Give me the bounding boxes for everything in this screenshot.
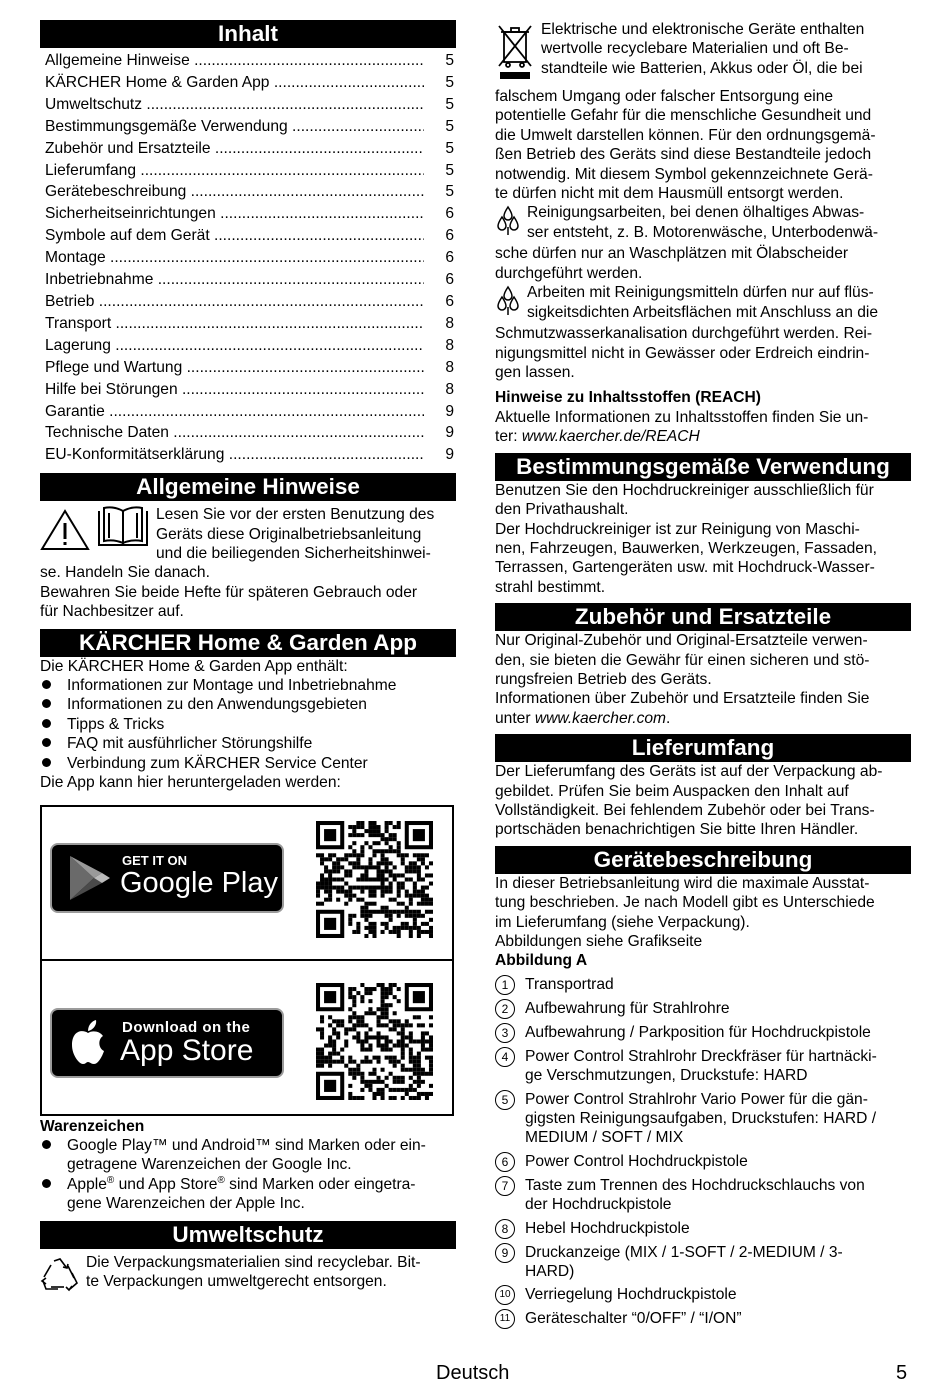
toc-item[interactable] — [40, 225, 456, 247]
toc-item-page: 5 — [445, 73, 454, 91]
text-line: strahl bestimmt. — [495, 578, 606, 596]
reach-title: Hinweise zu Inhaltsstoffen (REACH) — [495, 389, 761, 407]
section-title-app: KÄRCHER Home & Garden App — [40, 629, 456, 657]
toc-item-page: 5 — [445, 183, 454, 201]
apple-logo — [68, 1019, 108, 1065]
toc-item[interactable] — [40, 357, 456, 379]
weee-bin-icon — [495, 22, 535, 87]
text-line: gen lassen. — [495, 364, 575, 382]
bullet-icon — [40, 695, 67, 714]
toc-item-label: Gerätebeschreibung ..... — [45, 181, 424, 203]
left-column — [40, 20, 456, 1298]
section-title-environment: Umweltschutz — [40, 1221, 456, 1249]
component-label: Aufbewahrung für Strahlrohre — [525, 999, 730, 1017]
toc-item-label: Hilfe bei Störungen ..... — [45, 379, 424, 401]
component-number: 11 — [495, 1309, 515, 1329]
toc-item[interactable] — [40, 50, 456, 72]
component-number: 6 — [495, 1152, 515, 1172]
component-item — [495, 1243, 911, 1282]
detergent-text-wrapped — [495, 283, 911, 322]
detergent-drops-icon — [495, 285, 521, 324]
text-line: falschem Umgang oder falscher Entsorgung eine — [495, 88, 834, 105]
component-label: Power Control Strahlrohr Vario Power für die gän- gigsten Reinigungsaufgaben, Druckstufen: HARD / MEDIUM / SOFT / MIX — [525, 1090, 877, 1147]
app-bullet-item: Informationen zu den Anwendungsgebieten — [40, 695, 456, 714]
text-line: Bewahren Sie beide Hefte für späteren Gebrauch oder — [40, 583, 418, 601]
text-line: Arbeiten mit Reinigungsmitteln dürfen nur auf flüs- — [527, 284, 874, 302]
component-item — [495, 1090, 911, 1148]
toc-item-label: Technische Daten ..... — [45, 422, 424, 444]
text-line: Elektrische und elektronische Geräte enthalten — [541, 21, 865, 38]
oil-text-wrapped — [495, 203, 911, 242]
toc-item[interactable] — [40, 181, 456, 203]
text-line: rungsfreien Betrieb des Geräts. — [495, 670, 712, 688]
toc-item[interactable] — [40, 72, 456, 94]
text-line: die Umwelt darstellen können. Für den ordnungsgemä- — [495, 126, 876, 144]
toc-item-page: 6 — [445, 249, 454, 267]
text-line: Schmutzwasserkanalisation durchgeführt werden. Rei- — [495, 325, 873, 343]
trademarks-title: Warenzeichen — [40, 1117, 145, 1135]
weee-text-wrapped — [495, 20, 911, 78]
text-line: Vollständigkeit. Bei fehlendem Zubehör oder bei Trans- — [495, 801, 875, 819]
trademark-item-google: Google Play™ und Android™ sind Marken oder ein- getragene Warenzeichen der Google Inc. — [40, 1136, 456, 1175]
toc-item[interactable] — [40, 203, 456, 225]
box-divider — [42, 959, 452, 961]
component-label: Geräteschalter “0/OFF” / “I/ON” — [525, 1310, 742, 1328]
text-line: Reinigungsarbeiten, bei denen ölhaltiges Abwas- — [527, 204, 865, 222]
text-line: te dürfen nicht mit dem Hausmüll entsorgt werden. — [495, 185, 844, 203]
toc-item-page: 6 — [445, 205, 454, 223]
toc-item-label: Montage ..... — [45, 247, 424, 269]
section-title-delivery: Lieferumfang — [495, 734, 911, 762]
app-store-big-text: App Store — [120, 1033, 254, 1067]
app-bullet-item: Tipps & Tricks — [40, 715, 456, 734]
footer-page-number: 5 — [896, 1362, 908, 1384]
component-list — [495, 975, 911, 1330]
app-store-small-text: Download on the — [122, 1018, 251, 1036]
intended-use-text — [495, 481, 911, 597]
text-line: potentielle Gefahr für die menschliche Gesundheit und — [495, 107, 872, 125]
component-number: 4 — [495, 1047, 515, 1067]
component-item — [495, 1309, 911, 1329]
general-text — [40, 563, 456, 621]
text-line: Nur Original-Zubehör und Original-Ersatzteile verwen- — [495, 632, 868, 650]
app-download-text: Die App kann hier heruntergeladen werden: — [40, 774, 341, 792]
text-line: sche dürfen nur an Waschplätzen mit Ölabscheider — [495, 245, 849, 263]
text-line: Lesen Sie vor der ersten Benutzung des — [156, 506, 435, 524]
google-play-logo — [68, 854, 112, 902]
right-column — [495, 20, 911, 1333]
toc-item-page: 5 — [445, 52, 454, 69]
toc-item-page: 5 — [445, 139, 454, 157]
bullet-icon — [40, 676, 67, 695]
app-intro: Die KÄRCHER Home & Garden App enthält: — [40, 657, 348, 675]
recycle-icon — [40, 1257, 80, 1298]
detergent-text — [495, 324, 911, 382]
toc-item[interactable] — [40, 313, 456, 335]
toc-item-page: 9 — [445, 424, 454, 442]
toc-item[interactable] — [40, 379, 456, 401]
section-title-description: Gerätebeschreibung — [495, 846, 911, 874]
toc-item-page: 6 — [445, 227, 454, 245]
figure-title: Abbildung A — [495, 952, 588, 970]
oil-drops-icon — [495, 205, 521, 244]
bullet-icon — [40, 1136, 67, 1175]
text-line: notwendig. Mit diesem Symbol gekennzeichnete Gerä- — [495, 165, 873, 183]
toc-item-page: 9 — [445, 446, 454, 464]
google-play-big-text: Google Play — [120, 866, 278, 899]
toc-item-page: 8 — [445, 336, 454, 354]
text-line: Der Hochdruckreiniger ist zur Reinigung von Maschi- — [495, 520, 860, 538]
component-item — [495, 1152, 911, 1172]
oil-text — [495, 244, 911, 283]
text-line: Benutzen Sie den Hochdruckreiniger ausschließlich für — [495, 481, 874, 499]
toc-item[interactable] — [40, 291, 456, 313]
toc-item-page: 6 — [445, 271, 454, 289]
component-number: 2 — [495, 999, 515, 1019]
toc-item-page: 8 — [445, 380, 454, 398]
qr-code-google-play — [316, 821, 433, 938]
google-play-badge[interactable] — [50, 843, 284, 913]
component-number: 8 — [495, 1219, 515, 1239]
component-number: 1 — [495, 975, 515, 995]
text-line: In dieser Betriebsanleitung wird die maximale Ausstat- — [495, 874, 870, 892]
warning-icon — [40, 509, 90, 556]
toc-item[interactable] — [40, 116, 456, 138]
component-label: Hebel Hochdruckpistole — [525, 1219, 690, 1237]
text-line: tung beschrieben. Je nach Modell gibt es Unterschiede — [495, 894, 875, 912]
component-label: Aufbewahrung / Parkposition für Hochdruckpistole — [525, 1023, 871, 1041]
toc-item[interactable] — [40, 422, 456, 444]
accessories-text — [495, 631, 911, 709]
text-line: Terrassen, Gartengeräten usw. mit Hochdruck-Wasser- — [495, 559, 875, 577]
toc-item[interactable] — [40, 444, 456, 466]
toc-title: Inhalt — [40, 20, 456, 48]
component-item — [495, 1285, 911, 1305]
bullet-icon — [40, 715, 67, 734]
toc-item[interactable] — [40, 401, 456, 423]
app-download-box — [40, 805, 454, 1116]
text-line: se. Handeln Sie danach. — [40, 564, 210, 582]
description-text — [495, 874, 911, 952]
toc-item-label: Lagerung ..... — [45, 335, 424, 357]
toc-item-label: Lieferumfang ..... — [45, 160, 424, 182]
delivery-text — [495, 762, 911, 840]
component-label: Power Control Hochdruckpistole — [525, 1152, 748, 1170]
component-label: Verriegelung Hochdruckpistole — [525, 1286, 737, 1304]
app-bullet-item: Verbindung zum KÄRCHER Service Center — [40, 754, 456, 773]
toc-item-page: 8 — [445, 358, 454, 376]
toc-item-label: Garantie ..... — [45, 401, 424, 423]
app-bullet-item: Informationen zur Montage und Inbetriebnahme — [40, 676, 456, 695]
component-item — [495, 999, 911, 1019]
text-line: ßen Betrieb des Geräts sind diese Bestandteile jedoch — [495, 146, 872, 164]
toc-item[interactable] — [40, 247, 456, 269]
component-number: 10 — [495, 1285, 515, 1305]
bullet-icon — [40, 1175, 67, 1214]
toc-item-label: Symbole auf dem Gerät ..... — [45, 225, 424, 247]
toc-item[interactable] — [40, 138, 456, 160]
toc-item[interactable] — [40, 94, 456, 116]
toc-item-label: Umweltschutz ..... — [45, 94, 424, 116]
toc-item-label: Sicherheitseinrichtungen ..... — [45, 203, 424, 225]
text-line: Informationen über Zubehör und Ersatzteile finden Sie — [495, 690, 870, 708]
toc-item-label: Betrieb ..... — [45, 291, 424, 313]
component-number: 9 — [495, 1243, 515, 1263]
text-line: durchgeführt werden. — [495, 264, 643, 282]
app-bullet-list — [40, 676, 456, 773]
component-item — [495, 1176, 911, 1215]
toc-item-label: Transport ..... — [45, 313, 424, 335]
toc-item-label: Allgemeine Hinweise ..... — [45, 50, 424, 72]
component-label: Druckanzeige (MIX / 1-SOFT / 2-MEDIUM / 3- HARD) — [525, 1243, 843, 1281]
component-number: 3 — [495, 1023, 515, 1043]
text-line: Geräts diese Originalbetriebsanleitung — [156, 525, 422, 543]
component-number: 7 — [495, 1176, 515, 1196]
reach-link-line: ter: www.kaercher.de/REACH — [495, 428, 700, 446]
text-line: portschäden benachrichtigen Sie bitte Ihren Händler. — [495, 821, 859, 839]
component-item — [495, 975, 911, 995]
component-number: 5 — [495, 1090, 515, 1110]
toc-item-label: Bestimmungsgemäße Verwendung ..... — [45, 116, 424, 138]
reach-link[interactable]: www.kaercher.de/REACH — [521, 428, 700, 446]
accessories-link[interactable]: www.kaercher.com — [534, 709, 667, 727]
section-title-intended-use: Bestimmungsgemäße Verwendung — [495, 453, 911, 481]
toc-item-page: 5 — [445, 161, 454, 179]
toc-item-label: EU-Konformitätserklärung ..... — [45, 444, 424, 466]
section-title-general: Allgemeine Hinweise — [40, 473, 456, 501]
component-label: Power Control Strahlrohr Dreckfräser für hartnäcki- ge Verschmutzungen, Druckstufe: HARD — [525, 1047, 877, 1085]
google-play-small-text: GET IT ON — [122, 852, 187, 868]
toc-list — [40, 50, 456, 466]
bullet-icon — [40, 754, 67, 773]
toc-item-label: Zubehör und Ersatzteile ..... — [45, 138, 424, 160]
text-line: nen, Fahrzeugen, Bauwerken, Werkzeugen, Fassaden, — [495, 539, 877, 557]
text-line: im Lieferumfang (siehe Verpackung). — [495, 913, 750, 931]
footer-language: Deutsch — [436, 1362, 510, 1384]
toc-item-page: 6 — [445, 292, 454, 310]
component-item — [495, 1023, 911, 1043]
weee-text — [495, 87, 911, 203]
text-line: für Nachbesitzer auf. — [40, 603, 184, 621]
trademark-item-apple: Apple® und App Store® sind Marken oder eingetra- gene Warenzeichen der Apple Inc. — [40, 1175, 456, 1214]
manual-icon — [96, 505, 150, 554]
component-label: Transportrad — [525, 975, 614, 993]
text-line: standteile wie Batterien, Akkus oder Öl, die bei — [541, 59, 863, 77]
text-line: sigkeitsdichten Arbeitsflächen mit Anschluss an die — [527, 303, 879, 321]
component-item — [495, 1047, 911, 1086]
text-line: nigungsmittel nicht in Gewässer oder Erdreich eindrin- — [495, 344, 870, 362]
text-line: ser entsteht, z. B. Motorenwäsche, Unterbodenwä- — [527, 223, 879, 241]
toc-item[interactable] — [40, 335, 456, 357]
toc-item-label: Inbetriebnahme ..... — [45, 269, 424, 291]
toc-item[interactable] — [40, 160, 456, 182]
component-item — [495, 1219, 911, 1239]
text-line: den Privathaushalt. — [495, 501, 629, 519]
text-line: wertvolle recyclebare Materialien und oft Be- — [541, 40, 849, 58]
toc-item-page: 8 — [445, 314, 454, 332]
text-line: Abbildungen siehe Grafikseite — [495, 933, 703, 950]
text-line: gebildet. Prüfen Sie beim Auspacken den Inhalt auf — [495, 782, 849, 800]
qr-code-app-store — [316, 983, 433, 1100]
environment-text — [40, 1253, 456, 1292]
toc-item-page: 9 — [445, 402, 454, 420]
toc-item-page: 5 — [445, 117, 454, 135]
text-line: und die beiliegenden Sicherheitshinwei- — [156, 545, 431, 563]
bullet-icon — [40, 734, 67, 753]
app-store-badge[interactable] — [50, 1008, 284, 1078]
toc-item-label: KÄRCHER Home & Garden App ..... — [45, 72, 424, 94]
component-label: Taste zum Trennen des Hochdruckschlauchs von der Hochdruckpistole — [525, 1176, 865, 1214]
accessories-link-line: unter www.kaercher.com. — [495, 709, 671, 727]
toc-item-label: Pflege und Wartung ..... — [45, 357, 424, 379]
text-line: Der Lieferumfang des Geräts ist auf der Verpackung ab- — [495, 763, 883, 781]
toc-item[interactable] — [40, 269, 456, 291]
section-title-accessories: Zubehör und Ersatzteile — [495, 603, 911, 631]
app-bullet-item: FAQ mit ausführlicher Störungshilfe — [40, 734, 456, 753]
reach-text: Aktuelle Informationen zu Inhaltsstoffen finden Sie un- — [495, 408, 869, 426]
text-line: Die Verpackungsmaterialien sind recyclebar. Bit- — [86, 1253, 421, 1271]
toc-item-page: 5 — [445, 95, 454, 113]
text-line: den, sie bieten die Gewähr für einen sicheren und stö- — [495, 651, 870, 669]
text-line: te Verpackungen umweltgerecht entsorgen. — [86, 1272, 387, 1290]
